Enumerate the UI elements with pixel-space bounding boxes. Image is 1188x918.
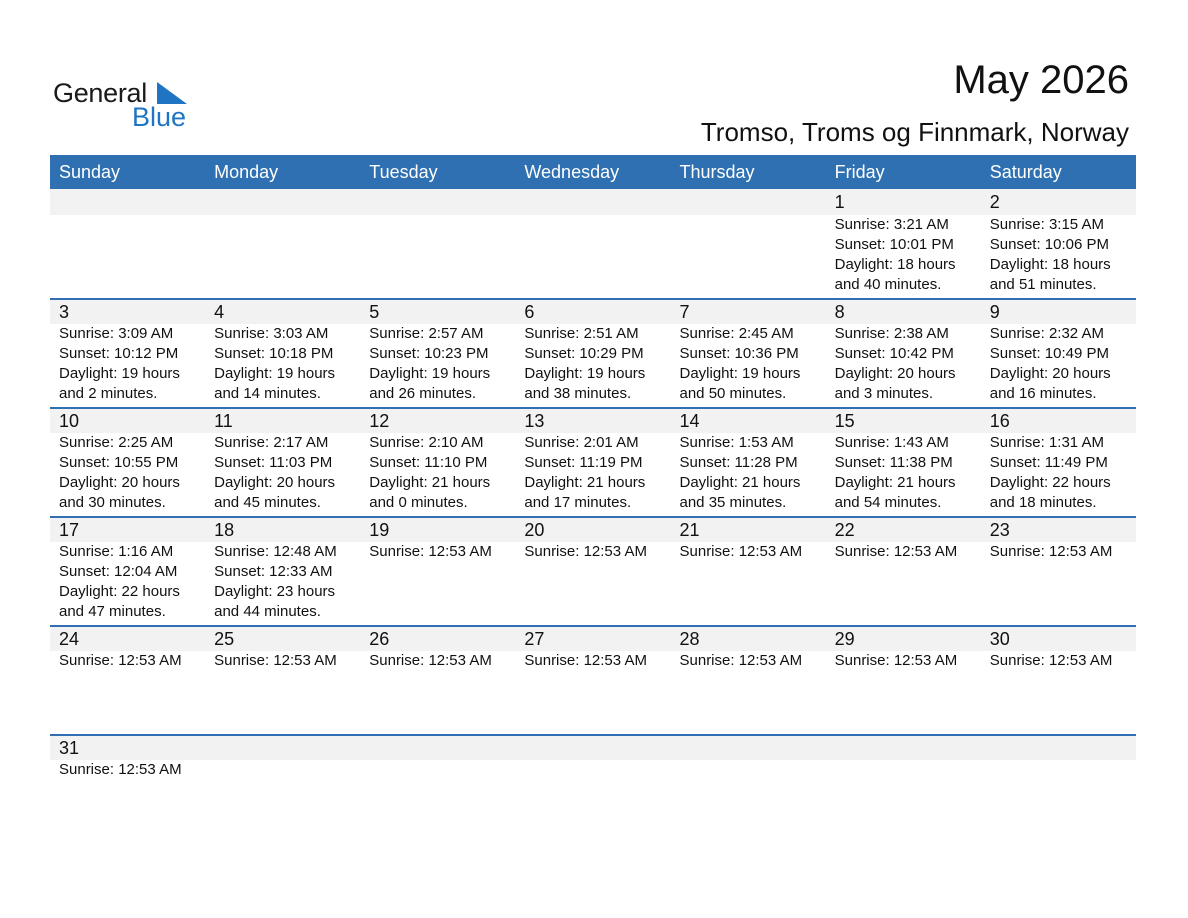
weekday-tuesday: Tuesday [369, 162, 438, 182]
day-number: 11 [214, 411, 233, 431]
day-cell-7 [671, 300, 826, 404]
day-number: 9 [989, 302, 1000, 322]
daylight-text: and 38 minutes. [524, 385, 632, 402]
sunrise-text: Sunrise: 2:38 AM [834, 325, 949, 342]
sunrise-text: Sunrise: 12:53 AM [214, 652, 337, 669]
weekday-wednesday: Wednesday [524, 162, 620, 182]
day-number [524, 736, 670, 760]
day-cell-12 [360, 409, 515, 513]
daylight-text: Daylight: 20 hours [989, 365, 1111, 382]
day-number: 7 [679, 302, 690, 322]
daylight-text: and 35 minutes. [679, 494, 787, 511]
day-number: 4 [214, 302, 225, 322]
day-number [680, 736, 826, 760]
day-cell-23 [981, 518, 1136, 622]
daylight-text: Daylight: 19 hours [369, 365, 491, 382]
calendar-weeks [50, 189, 1136, 843]
weekday-header [50, 155, 1136, 189]
day-number: 26 [369, 629, 390, 649]
day-cell-30 [981, 627, 1136, 671]
sunset-text: Sunset: 11:03 PM [214, 454, 333, 471]
weekday-sunday: Sunday [59, 162, 121, 182]
sunrise-text: Sunrise: 12:53 AM [989, 652, 1113, 669]
daylight-text: and 50 minutes. [679, 385, 787, 402]
logo-word-general: General [53, 78, 147, 108]
sunrise-text: Sunrise: 12:53 AM [369, 543, 492, 560]
day-number: 5 [369, 302, 380, 322]
day-number: 6 [524, 302, 535, 322]
empty-day-cell [50, 189, 205, 295]
day-number: 18 [214, 520, 235, 540]
sunrise-text: Sunrise: 12:53 AM [834, 543, 958, 560]
sunset-text: Sunset: 10:49 PM [989, 345, 1109, 362]
day-number [369, 736, 515, 760]
day-cell-26 [360, 627, 515, 671]
logo-word-blue: Blue [132, 102, 187, 132]
weekday-thursday: Thursday [679, 162, 755, 182]
day-cell-8 [826, 300, 981, 404]
day-number: 14 [679, 411, 700, 431]
weekday-monday: Monday [214, 162, 279, 182]
sunset-text: Sunset: 10:18 PM [214, 345, 334, 362]
empty-day-cell [515, 189, 670, 295]
day-number: 29 [834, 629, 855, 649]
day-number: 22 [834, 520, 855, 540]
day-number: 25 [214, 629, 235, 649]
sunrise-text: Sunrise: 2:32 AM [989, 325, 1104, 342]
day-cell-2 [981, 189, 1136, 295]
sunrise-text: Sunrise: 12:53 AM [834, 652, 958, 669]
empty-day-cell [515, 736, 670, 780]
daylight-text: Daylight: 19 hours [214, 365, 336, 382]
day-number: 3 [59, 302, 70, 322]
day-number: 27 [524, 629, 545, 649]
day-cell-13 [515, 409, 670, 513]
daylight-text: Daylight: 21 hours [524, 474, 646, 491]
sunrise-text: Sunrise: 12:53 AM [679, 652, 803, 669]
daylight-text: and 14 minutes. [214, 385, 321, 402]
daylight-text: and 3 minutes. [834, 385, 934, 402]
sunrise-text: Sunrise: 3:21 AM [834, 216, 949, 233]
day-number [990, 736, 1136, 760]
sunset-text: Sunset: 11:49 PM [989, 454, 1108, 471]
sunset-text: Sunset: 10:42 PM [834, 345, 954, 362]
day-number: 30 [989, 629, 1010, 649]
week-row [50, 516, 1136, 625]
sunrise-text: Sunrise: 1:16 AM [59, 543, 174, 560]
sunset-text: Sunset: 11:38 PM [834, 454, 953, 471]
sunrise-text: Sunrise: 12:53 AM [524, 543, 647, 560]
day-cell-14 [671, 409, 826, 513]
daylight-text: and 26 minutes. [369, 385, 476, 402]
daylight-text: Daylight: 19 hours [59, 365, 180, 382]
day-number: 13 [524, 411, 545, 431]
day-number: 10 [59, 411, 80, 431]
sunset-text: Sunset: 12:04 AM [59, 563, 178, 580]
general-blue-logo [53, 78, 193, 130]
day-cell-20 [515, 518, 670, 622]
daylight-text: Daylight: 23 hours [214, 583, 336, 600]
day-cell-3 [50, 300, 205, 404]
daylight-text: Daylight: 22 hours [59, 583, 180, 600]
day-cell-1 [826, 189, 981, 295]
weekday-saturday: Saturday [989, 162, 1062, 182]
sunrise-text: Sunrise: 2:25 AM [59, 434, 174, 451]
daylight-text: Daylight: 21 hours [679, 474, 801, 491]
daylight-text: and 54 minutes. [834, 494, 942, 511]
empty-day-cell [671, 189, 826, 295]
weekday-friday: Friday [834, 162, 885, 182]
sunrise-text: Sunrise: 12:53 AM [59, 652, 182, 669]
daylight-text: Daylight: 18 hours [989, 256, 1111, 273]
sunrise-text: Sunrise: 1:31 AM [989, 434, 1104, 451]
day-number: 23 [989, 520, 1010, 540]
sunset-text: Sunset: 11:19 PM [524, 454, 643, 471]
daylight-text: and 51 minutes. [989, 276, 1097, 293]
sunrise-text: Sunrise: 12:53 AM [679, 543, 803, 560]
sunset-text: Sunset: 11:28 PM [679, 454, 798, 471]
sunrise-text: Sunrise: 2:57 AM [369, 325, 484, 342]
day-number [59, 189, 205, 215]
day-number: 8 [834, 302, 845, 322]
day-cell-15 [826, 409, 981, 513]
sunrise-text: Sunrise: 1:53 AM [679, 434, 794, 451]
daylight-text: Daylight: 21 hours [369, 474, 491, 491]
day-number: 31 [59, 738, 80, 758]
sunrise-text: Sunrise: 12:53 AM [989, 543, 1113, 560]
sunrise-text: Sunrise: 2:45 AM [679, 325, 794, 342]
day-cell-9 [981, 300, 1136, 404]
sunset-text: Sunset: 11:10 PM [369, 454, 488, 471]
sunrise-text: Sunrise: 2:10 AM [369, 434, 484, 451]
day-number: 24 [59, 629, 80, 649]
day-number: 28 [679, 629, 700, 649]
day-number: 21 [679, 520, 700, 540]
daylight-text: and 16 minutes. [989, 385, 1097, 402]
sunset-text: Sunset: 10:23 PM [369, 345, 489, 362]
week-row [50, 298, 1136, 407]
day-cell-21 [671, 518, 826, 622]
day-cell-28 [671, 627, 826, 671]
empty-day-cell [360, 736, 515, 780]
daylight-text: Daylight: 20 hours [214, 474, 336, 491]
sunrise-text: Sunrise: 1:43 AM [834, 434, 949, 451]
day-cell-5 [360, 300, 515, 404]
sunrise-text: Sunrise: 12:53 AM [524, 652, 647, 669]
day-number: 20 [524, 520, 545, 540]
location-subtitle: Tromso, Troms og Finnmark, Norway [700, 117, 1129, 147]
logo-triangle-icon [157, 82, 187, 104]
daylight-text: Daylight: 22 hours [989, 474, 1111, 491]
daylight-text: Daylight: 21 hours [834, 474, 956, 491]
sunrise-text: Sunrise: 3:15 AM [989, 216, 1104, 233]
daylight-text: Daylight: 20 hours [59, 474, 180, 491]
day-number [214, 189, 360, 215]
daylight-text: and 44 minutes. [214, 603, 321, 620]
empty-day-cell [205, 189, 360, 295]
sunrise-text: Sunrise: 12:53 AM [59, 761, 182, 778]
day-cell-31 [50, 736, 205, 780]
day-number: 12 [369, 411, 390, 431]
day-number: 19 [369, 520, 390, 540]
daylight-text: and 45 minutes. [214, 494, 321, 511]
day-number: 15 [834, 411, 855, 431]
day-cell-24 [50, 627, 205, 671]
day-cell-6 [515, 300, 670, 404]
sunrise-text: Sunrise: 12:53 AM [369, 652, 492, 669]
day-number [524, 189, 670, 215]
sunset-text: Sunset: 12:33 AM [214, 563, 333, 580]
day-cell-29 [826, 627, 981, 671]
daylight-text: and 30 minutes. [59, 494, 166, 511]
day-number: 1 [834, 192, 845, 212]
week-row [50, 407, 1136, 516]
day-cell-4 [205, 300, 360, 404]
daylight-text: Daylight: 19 hours [679, 365, 801, 382]
empty-day-cell [981, 736, 1136, 780]
week-row [50, 189, 1136, 298]
day-number [835, 736, 981, 760]
day-cell-10 [50, 409, 205, 513]
week-row [50, 734, 1136, 843]
day-cell-11 [205, 409, 360, 513]
daylight-text: and 17 minutes. [524, 494, 632, 511]
day-cell-25 [205, 627, 360, 671]
day-cell-27 [515, 627, 670, 671]
daylight-text: and 47 minutes. [59, 603, 166, 620]
daylight-text: and 18 minutes. [989, 494, 1097, 511]
daylight-text: and 0 minutes. [369, 494, 468, 511]
sunset-text: Sunset: 10:06 PM [989, 236, 1109, 253]
sunset-text: Sunset: 10:36 PM [679, 345, 799, 362]
empty-day-cell [826, 736, 981, 780]
sunset-text: Sunset: 10:12 PM [59, 345, 179, 362]
sunrise-text: Sunrise: 2:51 AM [524, 325, 639, 342]
daylight-text: and 40 minutes. [834, 276, 942, 293]
sunset-text: Sunset: 10:29 PM [524, 345, 644, 362]
day-cell-19 [360, 518, 515, 622]
week-row [50, 625, 1136, 734]
day-number [214, 736, 360, 760]
day-cell-18 [205, 518, 360, 622]
daylight-text: Daylight: 19 hours [524, 365, 646, 382]
day-number: 16 [989, 411, 1010, 431]
day-number: 17 [59, 520, 80, 540]
day-number [680, 189, 826, 215]
calendar [50, 155, 1136, 843]
day-cell-16 [981, 409, 1136, 513]
sunrise-text: Sunrise: 3:09 AM [59, 325, 174, 342]
page-title: May 2026 [953, 58, 1129, 102]
empty-day-cell [360, 189, 515, 295]
empty-day-cell [205, 736, 360, 780]
day-number [369, 189, 515, 215]
empty-day-cell [671, 736, 826, 780]
sunrise-text: Sunrise: 2:17 AM [214, 434, 329, 451]
sunrise-text: Sunrise: 3:03 AM [214, 325, 329, 342]
daylight-text: Daylight: 18 hours [834, 256, 956, 273]
sunset-text: Sunset: 10:01 PM [834, 236, 954, 253]
sunrise-text: Sunrise: 12:48 AM [214, 543, 337, 560]
daylight-text: Daylight: 20 hours [834, 365, 956, 382]
day-number: 2 [989, 192, 1000, 212]
sunrise-text: Sunrise: 2:01 AM [524, 434, 639, 451]
sunset-text: Sunset: 10:55 PM [59, 454, 179, 471]
day-cell-22 [826, 518, 981, 622]
day-cell-17 [50, 518, 205, 622]
daylight-text: and 2 minutes. [59, 385, 158, 402]
